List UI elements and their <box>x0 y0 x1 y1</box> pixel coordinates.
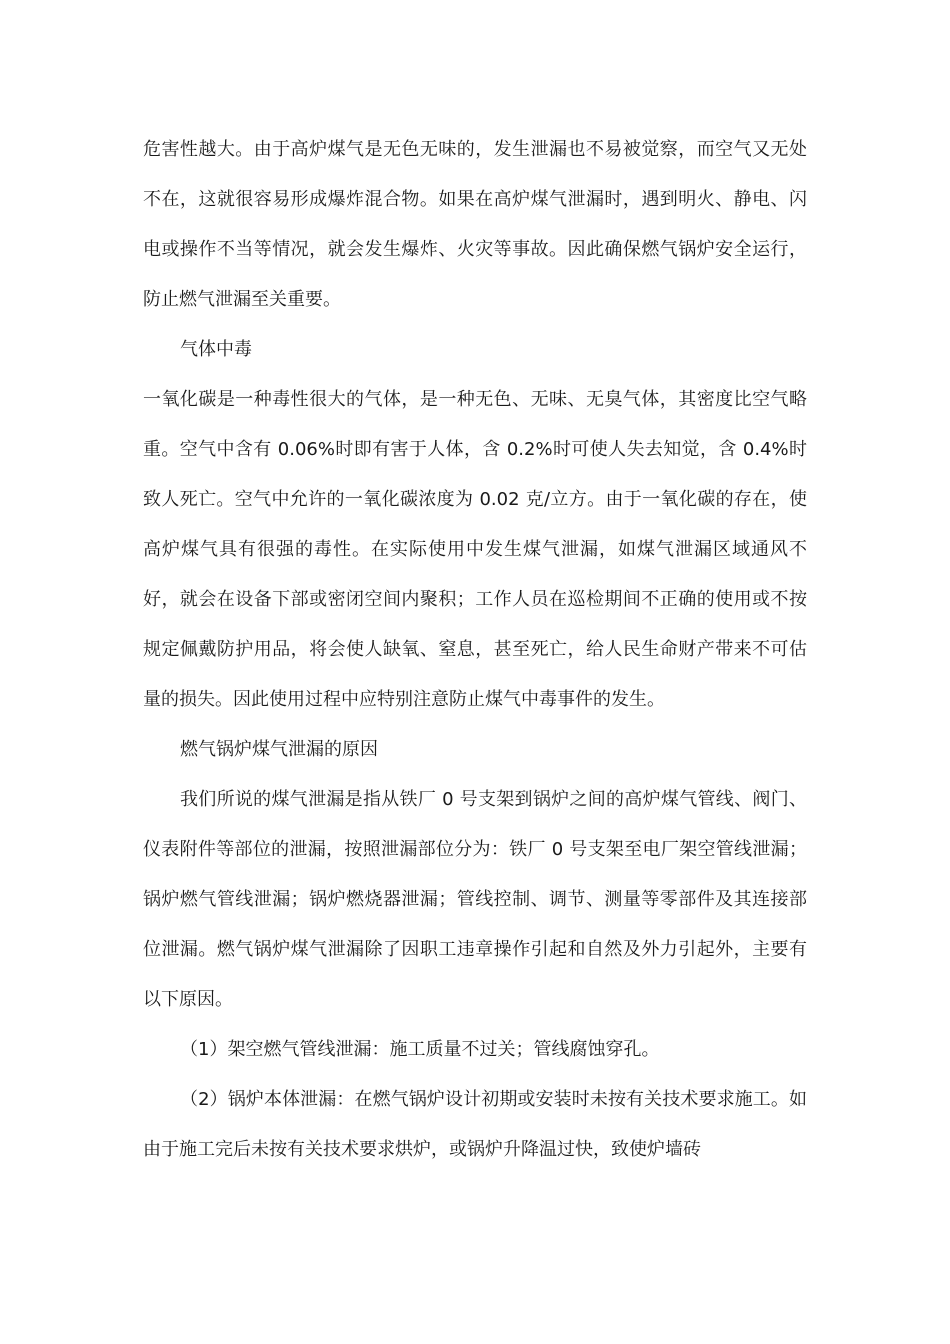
paragraph-leak-definition: 我们所说的煤气泄漏是指从铁厂 0 号支架到锅炉之间的高炉煤气管线、阀门、仪表附件等部位的泄漏，按照泄漏部位分为：铁厂 0 号支架至电厂架空管线泄漏；锅炉燃气管线泄漏；锅炉燃烧器泄漏；管线控制、调节、测量等零部件及其连接部位泄漏。燃气锅炉煤气泄漏除了因职工违章操作引起和自然及外力引起外，主要有以下原因。 <box>143 789 807 1010</box>
document-body <box>143 125 807 1175</box>
paragraph-explosion-hazard: 危害性越大。由于高炉煤气是无色无味的，发生泄漏也不易被觉察，而空气又无处不在，这就很容易形成爆炸混合物。如果在高炉煤气泄漏时，遇到明火、静电、闪电或操作不当等情况，就会发生爆炸、火灾等事故。因此确保燃气锅炉安全运行，防止燃气泄漏至关重要。 <box>143 139 807 310</box>
list-item-1: （1）架空燃气管线泄漏：施工质量不过关；管线腐蚀穿孔。 <box>180 1039 660 1060</box>
list-item-2: （2）锅炉本体泄漏：在燃气锅炉设计初期或安装时未按有关技术要求施工。如由于施工完后未按有关技术要求烘炉，或锅炉升降温过快，致使炉墙砖 <box>143 1089 807 1160</box>
heading-leak-causes: 燃气锅炉煤气泄漏的原因 <box>180 739 378 760</box>
paragraph-carbon-monoxide: 一氧化碳是一种毒性很大的气体，是一种无色、无味、无臭气体，其密度比空气略重。空气中含有 0.06%时即有害于人体，含 0.2%时可使人失去知觉，含 0.4%时致人死亡。空气中允许的一氧化碳浓度为 0.02 克/立方。由于一氧化碳的存在，使高炉煤气具有很强的毒性。在实际使用中发生煤气泄漏，如煤气泄漏区域通风不好，就会在设备下部或密闭空间内聚积；工作人员在巡检期间不正确的使用或不按规定佩戴防护用品，将会使人缺氧、窒息，甚至死亡，给人民生命财产带来不可估量的损失。因此使用过程中应特别注意防止煤气中毒事件的发生。 <box>143 389 807 710</box>
heading-gas-poisoning: 气体中毒 <box>180 339 252 360</box>
